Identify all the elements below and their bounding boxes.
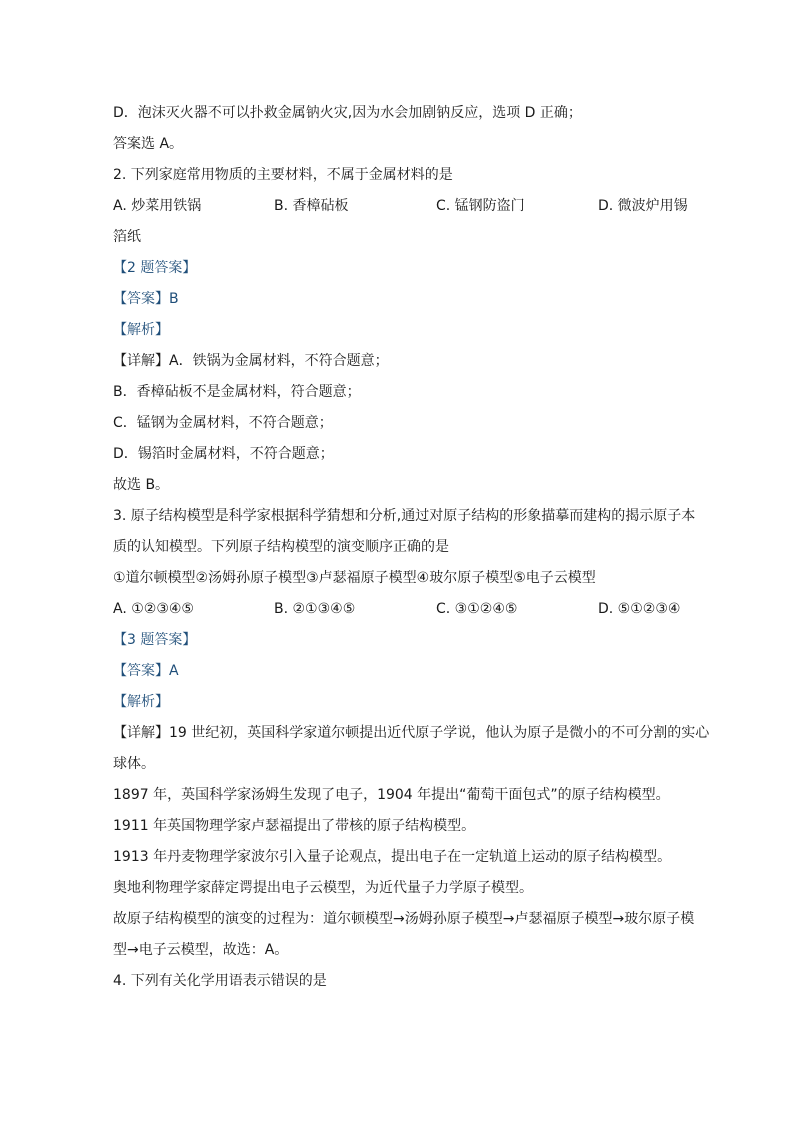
question-2-option-d-continued: 箔纸	[113, 229, 141, 245]
question-3-analysis-heading: 【解析】	[113, 694, 169, 710]
question-3-option-d: D. ⑤①②③④	[598, 601, 681, 617]
question-3-detail: 1911 年英国物理学家卢瑟福提出了带核的原子结构模型。	[113, 818, 476, 834]
question-3-detail: 1897 年，英国科学家汤姆生发现了电子，1904 年提出“葡萄干面包式”的原子结构模型。	[113, 787, 670, 803]
question-3-detail: 奥地利物理学家薛定谔提出电子云模型，为近代量子力学原子模型。	[113, 880, 533, 896]
question-2-detail: D．锡箔时金属材料，不符合题意；	[113, 446, 334, 462]
question-3-detail: 故原子结构模型的演变的过程为：道尔顿模型→汤姆孙原子模型→卢瑟福原子模型→玻尔原子模	[113, 911, 695, 927]
question-3-answer-tag: 【3 题答案】	[113, 632, 197, 648]
question-3-detail: 球体。	[113, 756, 155, 772]
question-3-detail: 1913 年丹麦物理学家波尔引入量子论观点，提出电子在一定轨道上运动的原子结构模型。	[113, 849, 672, 865]
question-2-analysis-heading: 【解析】	[113, 322, 169, 338]
question-3-model-list: ①道尔顿模型②汤姆孙原子模型③卢瑟福原子模型④玻尔原子模型⑤电子云模型	[113, 570, 596, 586]
question-4-stem: 4. 下列有关化学用语表示错误的是	[113, 973, 327, 989]
question-2-option-c: C. 锰钢防盗门	[436, 198, 525, 214]
question-2-detail: C．锰钢为金属材料，不符合题意；	[113, 415, 333, 431]
question-2-option-d: D. 微波炉用锡	[598, 198, 688, 214]
question-3-stem: 3. 原子结构模型是科学家根据科学猜想和分析,通过对原子结构的形象描摹而建构的揭示原子本	[113, 508, 696, 524]
question-2-answer-tag: 【2 题答案】	[113, 260, 197, 276]
question-2-option-b: B. 香樟砧板	[274, 198, 349, 214]
question-2-detail: 【详解】A．铁锅为金属材料，不符合题意；	[113, 353, 389, 369]
question-2-stem: 2. 下列家庭常用物质的主要材料，不属于金属材料的是	[113, 167, 453, 183]
question-3-option-c: C. ③①②④⑤	[436, 601, 518, 617]
question-3-stem: 质的认知模型。下列原子结构模型的演变顺序正确的是	[113, 539, 449, 555]
question-2-conclusion: 故选 B。	[113, 477, 170, 493]
question-2-detail: B．香樟砧板不是金属材料，符合题意；	[113, 384, 361, 400]
question-3-detail: 【详解】19 世纪初，英国科学家道尔顿提出近代原子学说，他认为原子是微小的不可分割的实心	[113, 725, 710, 741]
text-line: D．泡沫灭火器不可以扑救金属钠火灾,因为水会加剧钠反应，选项 D 正确；	[113, 105, 582, 121]
question-3-answer: 【答案】A	[113, 663, 179, 679]
question-3-option-a: A. ①②③④⑤	[113, 601, 194, 617]
text-line: 答案选 A。	[113, 136, 184, 152]
question-2-option-a: A. 炒菜用铁锅	[113, 198, 202, 214]
question-2-answer: 【答案】B	[113, 291, 179, 307]
question-3-option-b: B. ②①③④⑤	[274, 601, 356, 617]
question-3-detail: 型→电子云模型，故选：A。	[113, 942, 289, 958]
